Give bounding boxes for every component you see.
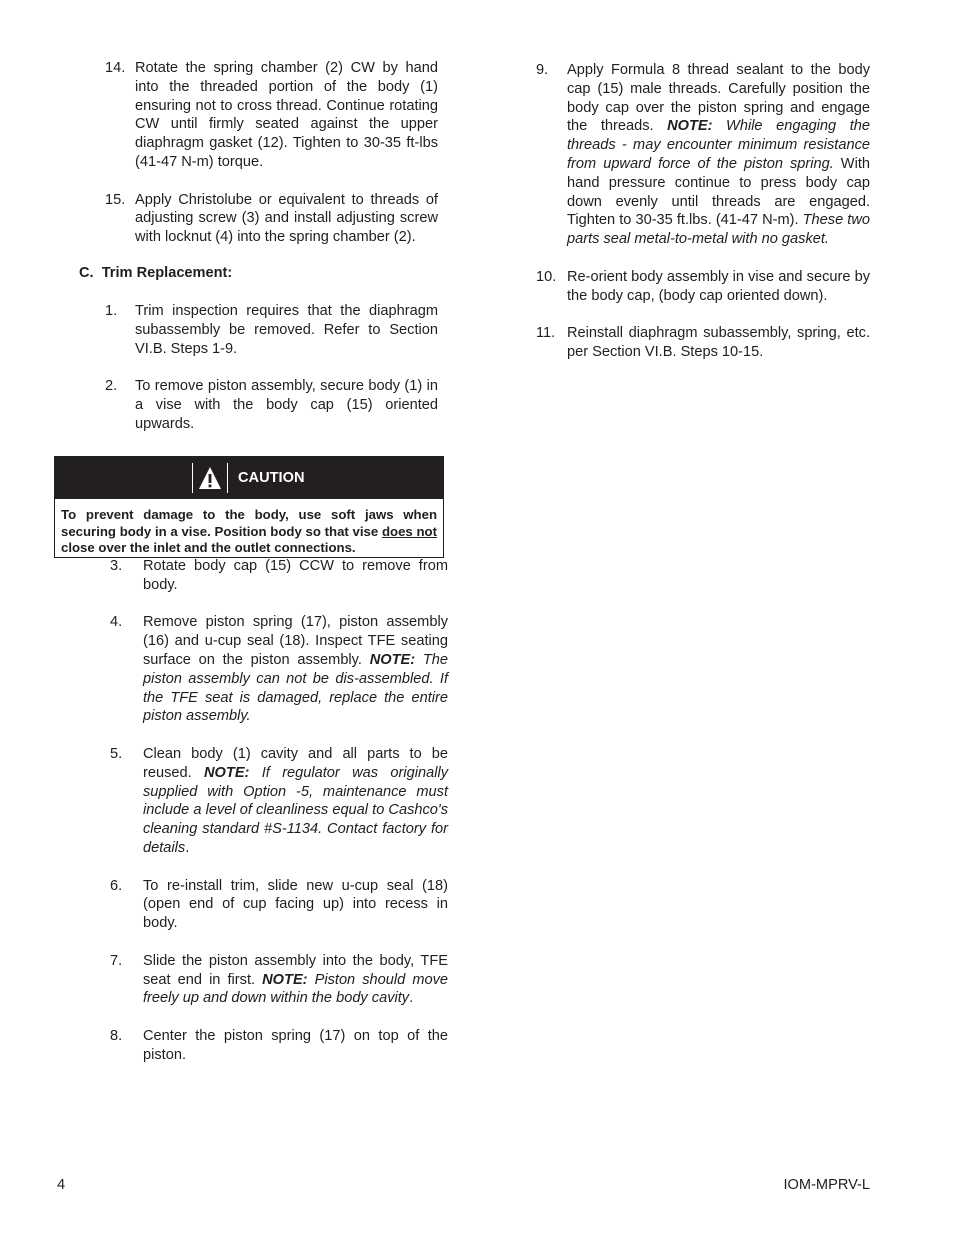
list-item: [105, 302, 438, 358]
text-run: Slide the piston assembly into the body, TFE seat end in first.: [143, 952, 448, 988]
text-run: .: [185, 839, 190, 856]
list-item-text: [567, 268, 870, 306]
list-item-number: 8.: [110, 1027, 123, 1044]
list-item-number: 4.: [110, 614, 123, 631]
list-item: [110, 745, 448, 858]
right-column: [536, 61, 870, 381]
text-run: Reinstall diaphragm subassembly, spring, etc. per Section VI.B. Steps 10-15.: [567, 325, 870, 360]
text-run: Rotate the spring chamber (2) CW by hand into the threaded portion of the body (1) ensuring not to cross thread. Continue rotating CW until firmly seated against the upper diaphragm gasket (12). Tighten to 30-35 ft-lbs (41-47 N-m) torque.: [135, 60, 438, 170]
text-run: If regulator was originally supplied with Option -5, maintenance must include a level of cleanliness equal to Cashco's cleaning standard #S-1134. Contact factory for details: [143, 764, 448, 856]
text-run: Piston should move freely up and down within the body cavity: [143, 971, 449, 1007]
list-item: [110, 1027, 448, 1065]
caution-title: CAUTION: [238, 470, 305, 486]
list-item: [536, 61, 870, 249]
list-item: [105, 377, 438, 433]
list-item-text: [567, 61, 870, 249]
list-item-text: [135, 191, 438, 247]
note-label: NOTE:: [667, 118, 713, 135]
list-item-text: [135, 59, 438, 172]
list-item: [105, 191, 438, 247]
text-run: To remove piston assembly, secure body (1) in a vise with the body cap (15) oriented upwards.: [135, 378, 438, 432]
list-item: [110, 877, 448, 933]
text-run: The piston assembly can not be dis-assembled. If the TFE seat is damaged, replace the entire piston assembly.: [143, 651, 449, 725]
text-run: To re-install trim, slide new u-cup seal (18) (open end of cup facing up) into recess in body.: [143, 877, 448, 932]
text-run: These two parts seal metal-to-metal with no gasket.: [567, 212, 870, 248]
list-item-number: 11.: [536, 325, 556, 342]
list-item-text: [143, 952, 448, 1008]
caution-header: [55, 457, 443, 499]
text-run: Rotate body cap (15) CCW to remove from body.: [143, 558, 448, 593]
left-column-middle: [105, 302, 438, 452]
warning-triangle-icon: [192, 463, 228, 493]
text-run: With hand pressure continue to press body cap down evenly until threads are engaged. Tighten to 30-35 ft.lbs. (41-47 N-m).: [567, 155, 870, 229]
note-label: NOTE:: [369, 651, 416, 668]
list-item: [110, 613, 448, 726]
list-item-text: [135, 377, 438, 433]
list-item-number: 3.: [110, 558, 123, 574]
left-column-top: [105, 59, 438, 266]
text-run: .: [409, 990, 414, 1007]
list-item-number: 6.: [110, 877, 123, 894]
caution-text-end: close over the inlet and the outlet connections.: [61, 540, 356, 555]
list-item-number: 1.: [105, 303, 118, 319]
caution-box: [54, 456, 444, 558]
list-item-number: 14.: [105, 60, 126, 76]
list-item-text: [567, 324, 870, 362]
text-run: Center the piston spring (17) on top of the piston.: [143, 1027, 448, 1063]
left-column-bottom: [110, 557, 448, 1083]
list-item-text: [143, 1027, 448, 1065]
caution-text-start: To prevent damage to the body, use soft jaws when securing body in a vise. Position body so that vise: [61, 507, 437, 539]
text-run: Remove piston spring (17), piston assembly (16) and u-cup seal (18). Inspect TFE seating surface on the piston assembly.: [143, 614, 448, 668]
list-item: [105, 59, 438, 172]
text-run: Re-orient body assembly in vise and secure by the body cap, (body cap oriented down).: [567, 268, 870, 304]
list-item-number: 10.: [536, 268, 557, 285]
list-item-text: [135, 302, 438, 358]
list-item: [536, 324, 870, 362]
note-label: NOTE:: [204, 764, 250, 781]
list-item: [110, 557, 448, 595]
text-run: While engaging the threads - may encounter minimum resistance from upward force of the piston spring.: [567, 118, 870, 172]
list-item: [536, 268, 870, 306]
text-run: Apply Formula 8 thread sealant to the body cap (15) male threads. Carefully position the body cap over the piston spring and engage the threads.: [567, 62, 870, 135]
list-item-number: 9.: [536, 62, 549, 78]
text-run: Clean body (1) cavity and all parts to be reused.: [143, 745, 448, 781]
page-number: 4: [57, 1177, 66, 1193]
list-item-number: 2.: [105, 378, 118, 395]
list-item-number: 7.: [110, 952, 123, 969]
list-item: [110, 952, 448, 1008]
caution-text-emphasis: does not: [381, 523, 437, 539]
list-item-text: [143, 877, 448, 933]
list-item-text: [143, 557, 448, 595]
list-item-number: 5.: [110, 745, 123, 762]
caution-text: [55, 499, 443, 557]
list-item-text: [143, 613, 448, 726]
list-item-number: 15.: [105, 191, 126, 208]
note-label: NOTE:: [262, 971, 308, 988]
text-run: Trim inspection requires that the diaphragm subassembly be removed. Refer to Section VI.B. Steps 1-9.: [135, 303, 438, 357]
section-heading: C. Trim Replacement:: [79, 265, 233, 281]
list-item-text: [143, 745, 448, 858]
text-run: Apply Christolube or equivalent to threads of adjusting screw (3) and install adjusting screw with locknut (4) into the spring chamber (2).: [135, 191, 438, 246]
document-id: IOM-MPRV-L: [783, 1177, 870, 1193]
